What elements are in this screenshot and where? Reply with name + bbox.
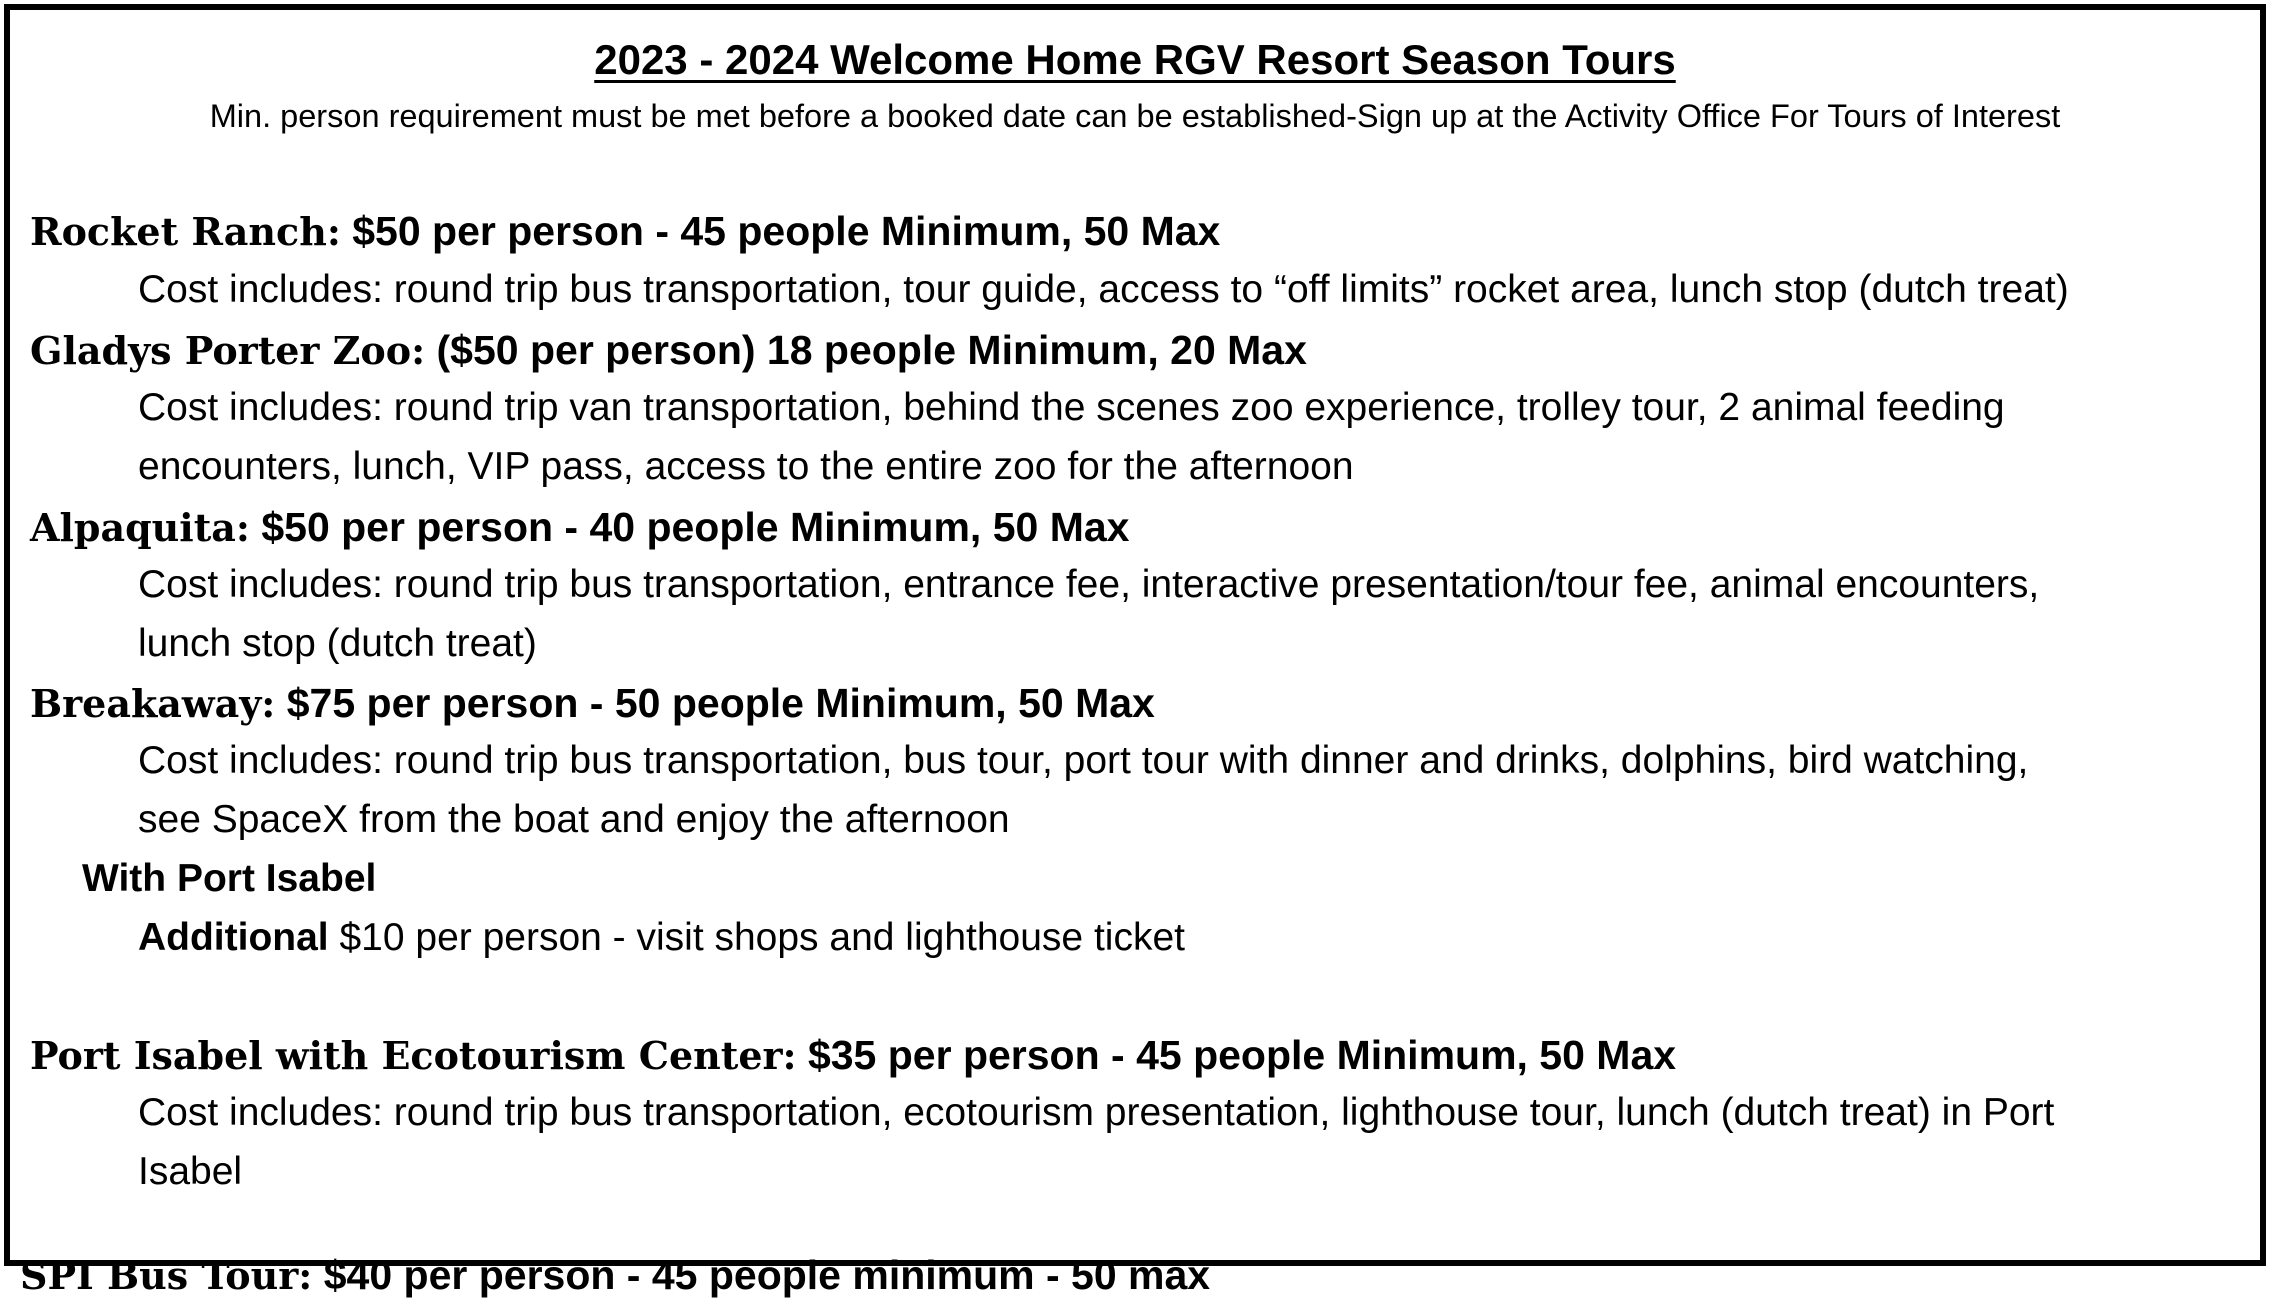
tour-description-line: Cost includes: round trip van transportation, behind the scenes zoo experience, trolley tour, 2 animal feeding [138, 386, 2005, 429]
tour-heading-gladys-porter-zoo: Gladys Porter Zoo: ($50 per person) 18 people Minimum, 20 Max [30, 327, 1307, 373]
tour-description-line: encounters, lunch, VIP pass, access to the entire zoo for the afternoon [138, 445, 1354, 488]
tour-heading-spi-bus-tour: SPI Bus Tour: $40 per person - 45 people minimum - 50 max [20, 1252, 1211, 1298]
tour-description-line: Cost includes: round trip bus transportation, tour guide, access to “off limits” rocket area, lunch stop (dutch treat) [138, 268, 2069, 311]
tour-description-line: Cost includes: round trip bus transportation, entrance fee, interactive presentation/tour fee, animal encounters, [138, 563, 2040, 606]
tour-heading-rocket-ranch: Rocket Ranch: $50 per person - 45 people Minimum, 50 Max [30, 208, 1221, 254]
addon-line: Additional $10 per person - visit shops and lighthouse ticket [138, 916, 1185, 959]
tour-description-line: Isabel [138, 1150, 243, 1193]
tour-heading-port-isabel-ecotourism: Port Isabel with Ecotourism Center: $35 per person - 45 people Minimum, 50 Max [30, 1032, 1677, 1078]
addon-heading: With Port Isabel [82, 857, 377, 900]
page-subtitle: Min. person requirement must be met before a booked date can be established-Sign up at the Activity Office For Tours of Interest [209, 98, 2061, 134]
tour-description-line: Cost includes: round trip bus transportation, bus tour, port tour with dinner and drinks, dolphins, bird watching, [138, 739, 2029, 782]
tour-description-line: lunch stop (dutch treat) [138, 622, 537, 665]
document-frame [4, 4, 2266, 1266]
tour-description-line: see SpaceX from the boat and enjoy the afternoon [138, 798, 1010, 841]
tour-description-line: Cost includes: round trip bus transportation, ecotourism presentation, lighthouse tour, lunch (dutch treat) in Port [138, 1091, 2055, 1134]
tour-heading-alpaquita: Alpaquita: $50 per person - 40 people Minimum, 50 Max [30, 504, 1130, 550]
page-title: 2023 - 2024 Welcome Home RGV Resort Season Tours [594, 36, 1676, 83]
tour-heading-breakaway: Breakaway: $75 per person - 50 people Minimum, 50 Max [30, 680, 1155, 726]
